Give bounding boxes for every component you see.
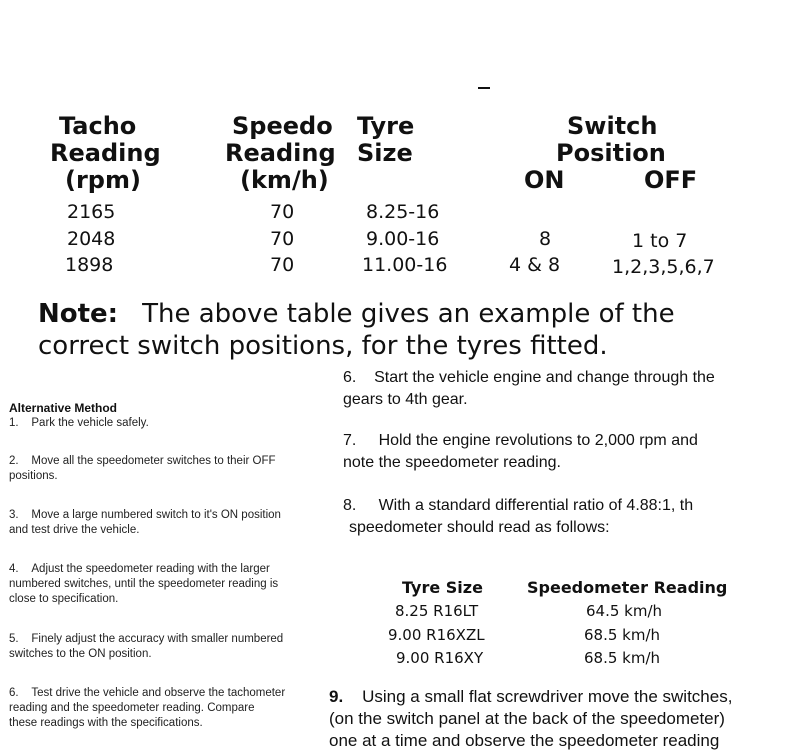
switch-on-header: ON: [524, 166, 565, 194]
switch-off-cell: 1 to 7: [632, 230, 688, 252]
step-number: 6.: [343, 369, 357, 386]
step-text: Move a large numbered switch to it's ON position: [31, 509, 281, 521]
step-text: Hold the engine revolutions to 2,000 rpm and: [378, 432, 698, 449]
speedometer-reading-header: Speedometer Reading: [527, 578, 728, 597]
tyre-cell: 11.00-16: [362, 254, 448, 276]
speedo-cell: 70: [270, 254, 295, 276]
step-text: reading and the speedometer reading. Compare: [9, 702, 255, 714]
step-text: switches to the ON position.: [9, 648, 152, 660]
step-text: and test drive the vehicle.: [9, 524, 140, 536]
switch-off-header: OFF: [644, 166, 698, 194]
step-8: [343, 495, 693, 539]
step-text: With a standard differential ratio of 4.88:1, th: [378, 497, 694, 514]
step-number: 9.: [329, 687, 344, 706]
tyre-size-cell: 9.00 R16XY: [396, 649, 484, 667]
speedo-header-line2: Reading: [225, 139, 336, 167]
speedo-header-line3: (km/h): [240, 166, 329, 194]
speedometer-reading-cell: 68.5 km/h: [584, 649, 661, 667]
step-text: close to specification.: [9, 593, 119, 605]
note-text-1: The above table gives an example of the: [142, 299, 675, 329]
switch-on-cell: 4 & 8: [509, 254, 561, 276]
step-text: gears to 4th gear.: [343, 391, 468, 408]
tacho-cell: 1898: [65, 254, 114, 276]
tacho-cell: 2048: [67, 228, 116, 250]
step-text: note the speedometer reading.: [343, 454, 561, 471]
list-item: [9, 686, 285, 731]
step-text: Start the vehicle engine and change through the: [374, 369, 715, 386]
note-line-1: [38, 298, 675, 330]
tyre-size-cell: 9.00 R16XZL: [388, 626, 485, 644]
step-number: 5.: [9, 633, 19, 645]
tyre-cell: 8.25-16: [366, 201, 440, 223]
speedometer-reading-cell: 68.5 km/h: [584, 626, 661, 644]
top-dash-mark: [478, 87, 490, 89]
tyre-size-cell: 8.25 R16LT: [395, 602, 479, 620]
tyre-header-line2: Size: [357, 139, 413, 167]
step-text: Test drive the vehicle and observe the tachometer: [31, 687, 286, 699]
step-number: 3.: [9, 509, 19, 521]
step-9: [329, 686, 732, 752]
step-text: numbered switches, until the speedometer reading is: [9, 578, 279, 590]
step-number: 4.: [9, 563, 19, 575]
step-7: [343, 430, 698, 474]
speedo-cell: 70: [270, 201, 295, 223]
step-text: Adjust the speedometer reading with the larger: [31, 563, 270, 575]
speedometer-reading-cell: 64.5 km/h: [586, 602, 663, 620]
step-text: speedometer should read as follows:: [349, 519, 610, 536]
tacho-cell: 2165: [67, 201, 116, 223]
step-6: [343, 367, 715, 411]
tacho-header-line1: Tacho: [59, 112, 137, 140]
step-number: 1.: [9, 417, 19, 429]
switch-off-cell: 1,2,3,5,6,7: [612, 256, 715, 278]
step-text: Using a small flat screwdriver move the switches,: [362, 687, 733, 706]
tacho-header-line3: (rpm): [65, 166, 141, 194]
step-text: these readings with the specifications.: [9, 717, 203, 729]
tacho-header-line2: Reading: [50, 139, 161, 167]
tyre-header-line1: Tyre: [357, 112, 415, 140]
step-text: positions.: [9, 470, 58, 482]
switch-header-line1: Switch: [567, 112, 658, 140]
switch-on-cell: 8: [539, 228, 552, 250]
speedo-cell: 70: [270, 228, 295, 250]
section-title: Alternative Method: [9, 401, 118, 415]
step-number: 2.: [9, 455, 19, 467]
step-number: 6.: [9, 687, 19, 699]
list-item: [9, 416, 149, 431]
list-item: [9, 562, 278, 607]
step-text: (on the switch panel at the back of the speedometer): [329, 709, 725, 728]
step-text: Park the vehicle safely.: [31, 417, 149, 429]
step-text: Move all the speedometer switches to their OFF: [31, 455, 276, 467]
speedo-header-line1: Speedo: [232, 112, 333, 140]
list-item: [9, 632, 283, 662]
tyre-cell: 9.00-16: [366, 228, 440, 250]
step-text: one at a time and observe the speedometer reading: [329, 731, 720, 750]
step-number: 7.: [343, 432, 357, 449]
list-item: [9, 508, 281, 538]
switch-header-line2: Position: [556, 139, 666, 167]
note-label: Note:: [38, 299, 119, 329]
step-text: Finely adjust the accuracy with smaller numbered: [31, 633, 284, 645]
tyre-size-header: Tyre Size: [402, 578, 483, 597]
list-item: [9, 454, 276, 484]
step-number: 8.: [343, 497, 357, 514]
note-text-2: correct switch positions, for the tyres fitted.: [38, 331, 608, 361]
